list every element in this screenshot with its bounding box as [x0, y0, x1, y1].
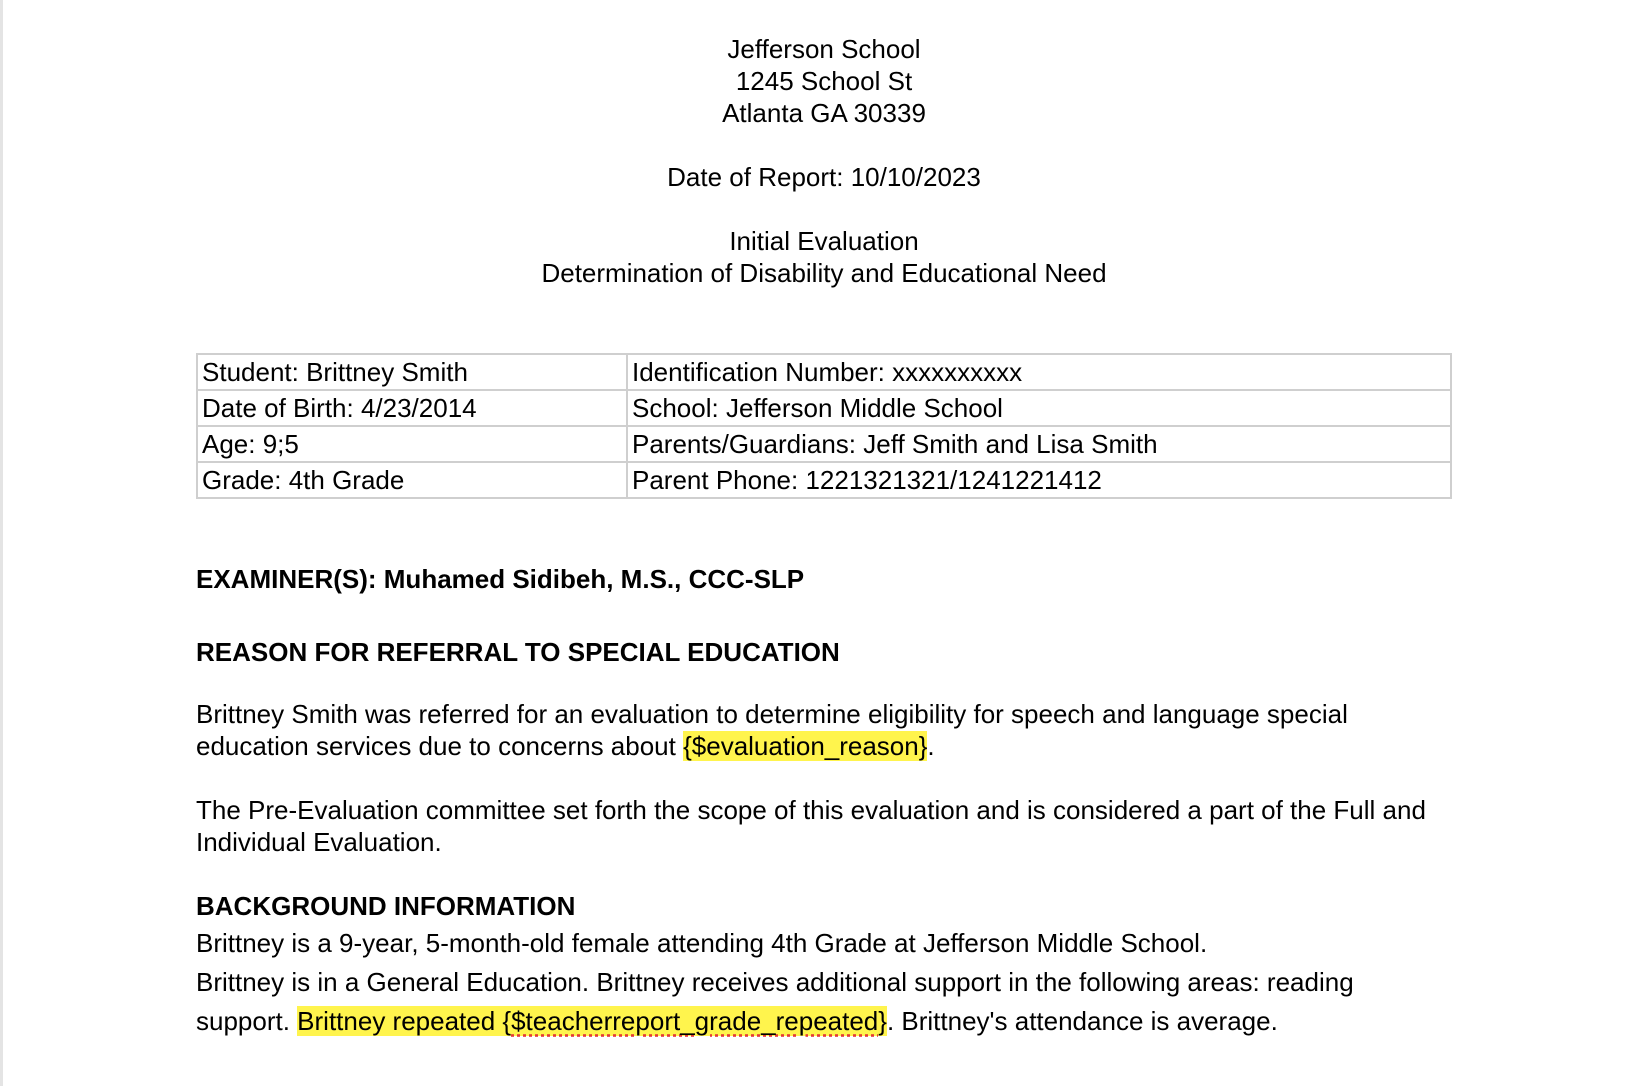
highlight-suffix: } [878, 1006, 887, 1036]
table-cell: Grade: 4th Grade [197, 462, 627, 498]
table-cell: Parent Phone: 1221321321/1241221412 [627, 462, 1451, 498]
address-line-1: 1245 School St [735, 66, 913, 96]
referral-paragraph-2: The Pre-Evaluation committee set forth the scope of this evaluation and is considered a part of the Full and Individual Evaluation. [196, 795, 1426, 857]
table-row [197, 462, 1451, 498]
background-text: Brittney is in a General Education. Brittney receives additional support in the following areas: reading support. [196, 967, 1354, 1036]
referral-section [196, 636, 1452, 858]
referral-text-end: . [927, 731, 935, 761]
background-paragraph-2 [196, 963, 1452, 1041]
evaluation-subtitle: Determination of Disability and Educational Need [541, 258, 1107, 288]
referral-heading: REASON FOR REFERRAL TO SPECIAL EDUCATION [196, 637, 840, 667]
date-of-report: Date of Report: 10/10/2023 [667, 162, 981, 192]
referral-paragraph-1 [196, 698, 1452, 762]
address-line-2: Atlanta GA 30339 [722, 98, 926, 128]
table-cell: Date of Birth: 4/23/2014 [197, 390, 627, 426]
table-row [197, 426, 1451, 462]
document-page [196, 0, 1452, 1086]
evaluation-reason-placeholder[interactable]: {$evaluation_reason} [683, 731, 928, 761]
page-left-edge [0, 0, 3, 1086]
report-header [196, 33, 1452, 289]
table-row [197, 390, 1451, 426]
examiner-line: EXAMINER(S): Muhamed Sidibeh, M.S., CCC-SLP [196, 564, 805, 594]
grade-repeated-highlight[interactable] [297, 1006, 887, 1036]
background-text-end: . Brittney's attendance is average. [886, 1006, 1278, 1036]
evaluation-type: Initial Evaluation [729, 226, 919, 256]
table-cell: Age: 9;5 [197, 426, 627, 462]
student-info-table [196, 353, 1452, 499]
background-heading: BACKGROUND INFORMATION [196, 891, 576, 921]
table-cell: Parents/Guardians: Jeff Smith and Lisa Smith [627, 426, 1451, 462]
examiner-section [196, 563, 1452, 595]
grade-repeated-placeholder[interactable]: $teacherreport_grade_repeated [511, 1006, 879, 1036]
table-cell: Student: Brittney Smith [197, 354, 627, 390]
background-line-1: Brittney is a 9-year, 5-month-old female attending 4th Grade at Jefferson Middle School. [196, 928, 1208, 958]
school-name: Jefferson School [727, 34, 921, 64]
highlight-prefix: Brittney repeated { [297, 1006, 512, 1036]
table-cell: Identification Number: xxxxxxxxxx [627, 354, 1451, 390]
table-row [197, 354, 1451, 390]
referral-text: Brittney Smith was referred for an evaluation to determine eligibility for speech and language special education services due to concerns about [196, 699, 1348, 761]
background-section [196, 890, 1452, 1041]
table-cell: School: Jefferson Middle School [627, 390, 1451, 426]
